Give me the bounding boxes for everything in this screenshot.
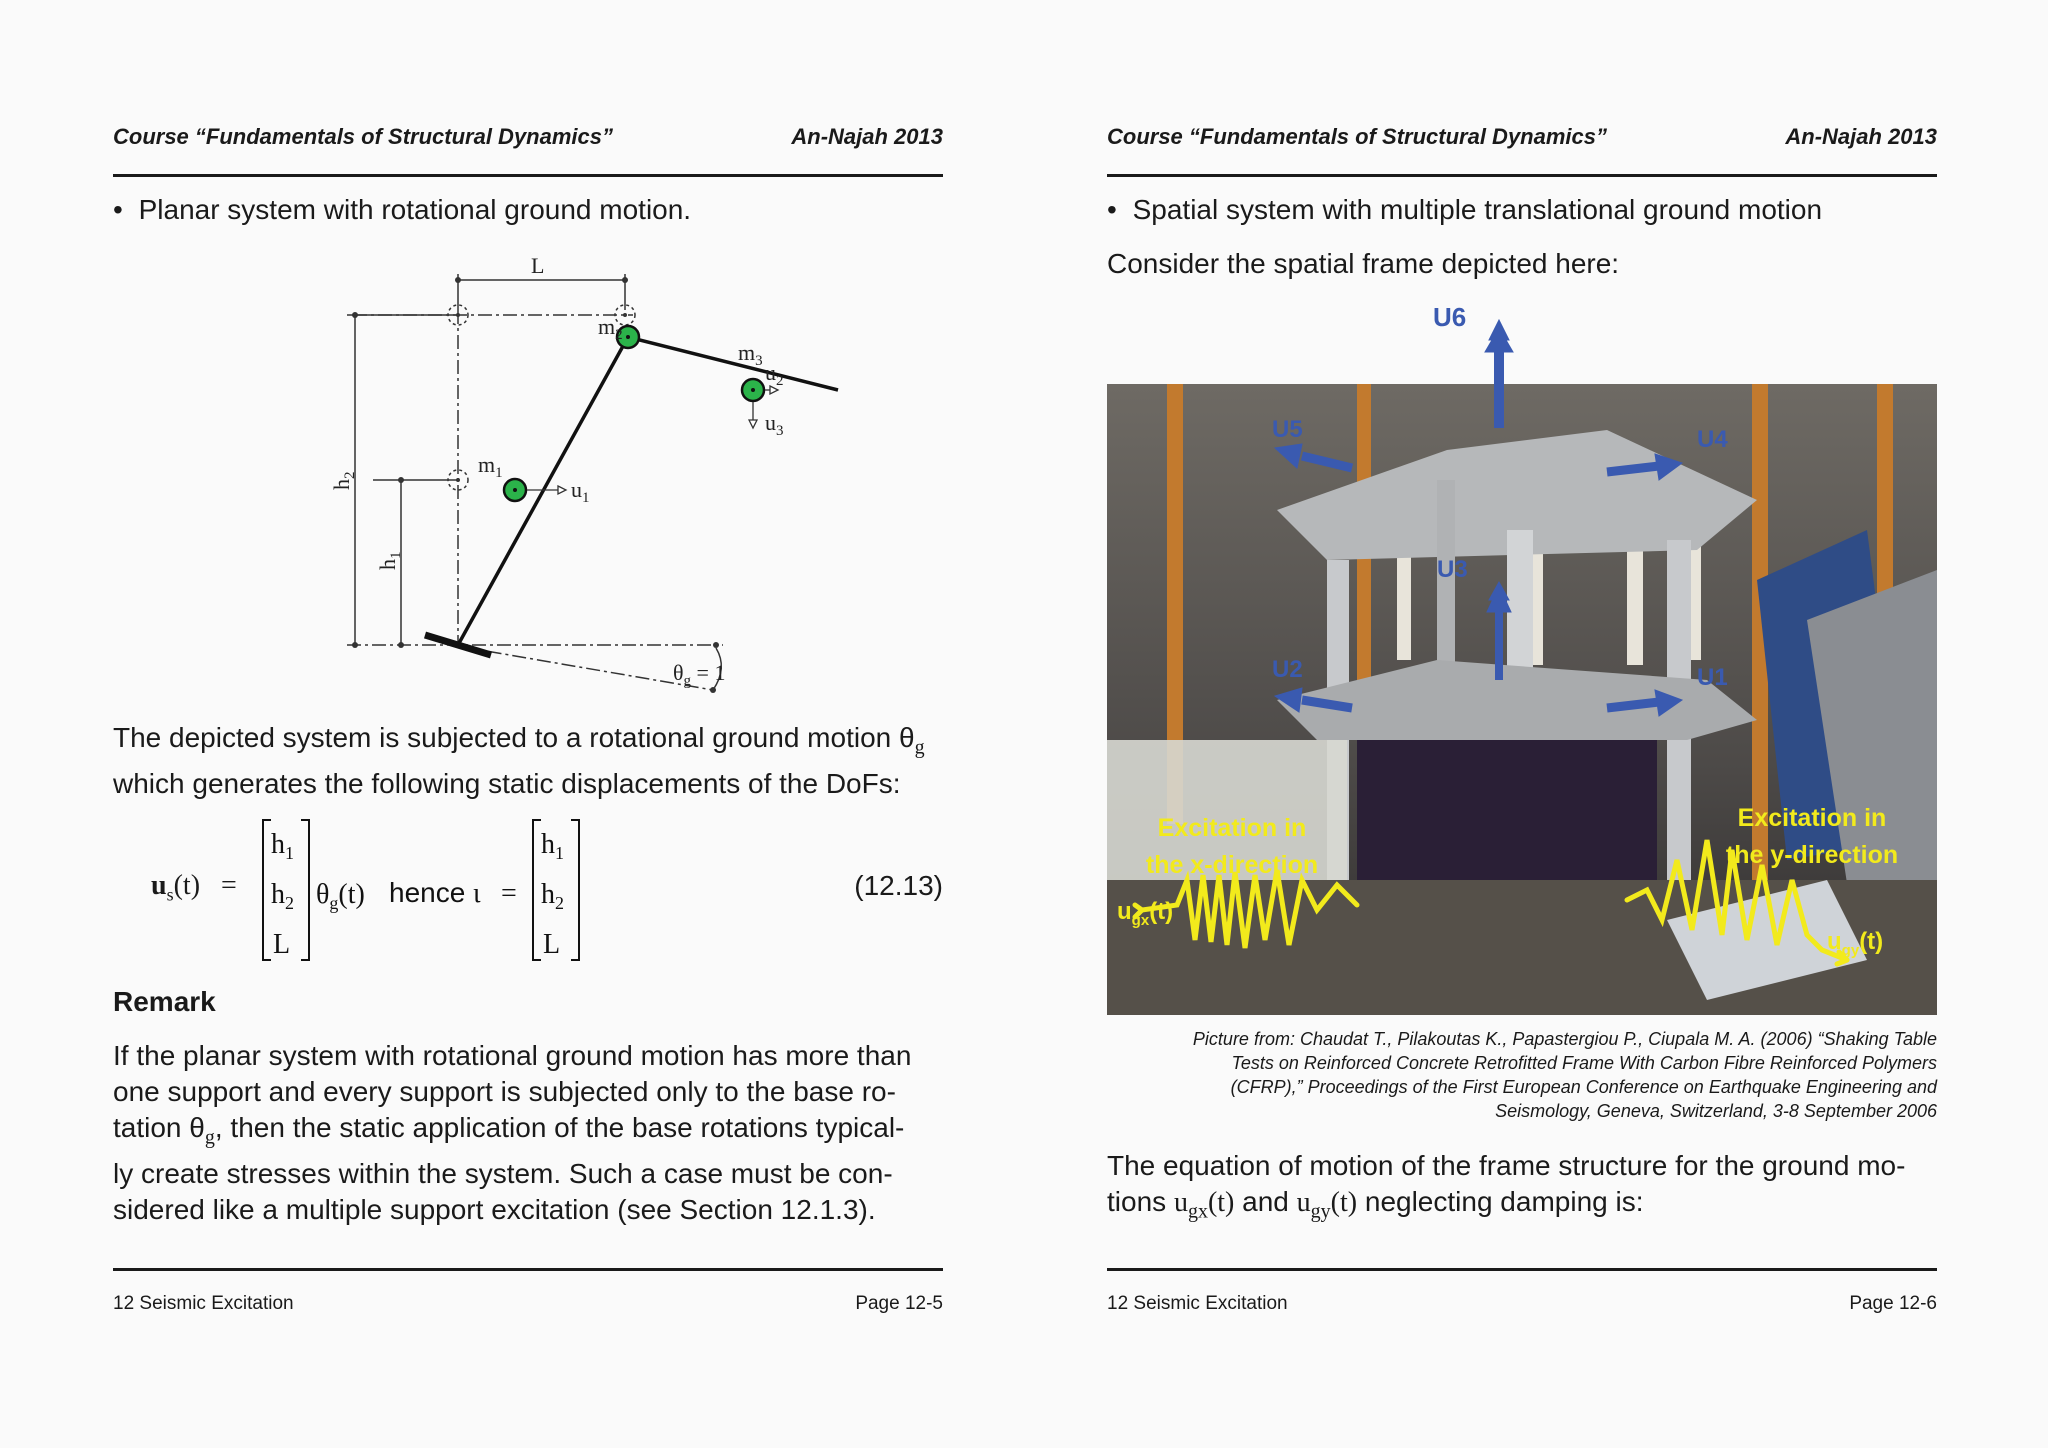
label-u2: u bbox=[765, 360, 776, 385]
svg-text:L: L bbox=[543, 929, 561, 960]
eq-u-bold: u bbox=[151, 870, 167, 901]
svg-text:=: = bbox=[501, 878, 517, 909]
bullet-item bbox=[113, 192, 691, 228]
equation-12-13: $u_s(t)$ = $h_1$ $h_2$ L $\theta_g(t)$ hence ι = $h_1$ $h_2$ L (12.13) bbox=[113, 818, 943, 963]
remark-line: one support and every support is subjected only to the base ro- bbox=[113, 1076, 896, 1107]
label-ugy: $u_{gy}(t)$ bbox=[1827, 928, 1884, 959]
svg-text:u3: $u_3$ bbox=[765, 410, 784, 439]
label-ugx: $u_{gx}(t)$ bbox=[1117, 898, 1174, 929]
label-h2: h bbox=[329, 479, 354, 490]
label-U6: U6 bbox=[1433, 302, 1467, 332]
label-u3: u bbox=[765, 410, 776, 435]
header-rule bbox=[1107, 174, 1937, 177]
para1-line2: which generates the following static displacements of the DoFs: bbox=[113, 767, 901, 799]
course-title: Course “Fundamentals of Structural Dynamics” bbox=[1107, 124, 1607, 149]
bullet-dot: • bbox=[113, 194, 123, 225]
label-excitation-y: Excitation in the y-direction bbox=[1725, 804, 1899, 869]
label-m2: m bbox=[598, 314, 616, 339]
equation-intro-paragraph: The equation of motion of the frame structure for the ground mo- tions $u_{gx}(t)$ and $u_{gy}(t)$ neglecting damping is: bbox=[1107, 1148, 1937, 1230]
label-theta: θ bbox=[673, 660, 684, 685]
svg-text:m2: $m_2$ bbox=[598, 314, 623, 343]
para-line1: The equation of motion of the frame structure for the ground mo- bbox=[1107, 1150, 1906, 1181]
label-U1: U1 bbox=[1697, 664, 1728, 691]
equation-number: (12.13) bbox=[854, 870, 943, 901]
label-L: L bbox=[531, 253, 545, 278]
label-m3: m bbox=[738, 340, 756, 365]
svg-text:h1: $h_1$ bbox=[375, 551, 404, 570]
label-U5: U5 bbox=[1272, 416, 1303, 443]
eq-matrix-1 bbox=[261, 818, 521, 963]
label-u1: u bbox=[571, 477, 582, 502]
bullet-item bbox=[1107, 192, 1822, 228]
footer-rule bbox=[1107, 1268, 1937, 1271]
svg-text:θg = 1: $\theta_g = 1$ bbox=[673, 660, 726, 689]
photo-caption bbox=[1107, 1027, 1937, 1123]
caption-line: Seismology, Geneva, Switzerland, 3-8 September 2006 bbox=[1495, 1101, 1937, 1121]
label-h1: h bbox=[375, 559, 400, 570]
svg-text:h2: $h_2$ bbox=[541, 879, 564, 913]
pendulum-diagram bbox=[329, 250, 784, 690]
bullet-text: Planar system with rotational ground motion. bbox=[138, 194, 692, 225]
left-page bbox=[113, 0, 943, 1448]
caption-line: (CFRP),” Proceedings of the First European Conference on Earthquake Engineering and bbox=[1230, 1077, 1937, 1097]
svg-text:u1: $u_1$ bbox=[571, 477, 590, 506]
svg-text:L: L bbox=[273, 929, 291, 960]
para1-sub: g bbox=[914, 736, 925, 759]
remark-line: tation θ bbox=[113, 1112, 205, 1143]
svg-text:h1: $h_1$ bbox=[541, 829, 564, 863]
svg-text:θg(t): $\theta_g(t)$ bbox=[316, 879, 365, 913]
remark-paragraph: If the planar system with rotational ground motion has more than one support and every support is subjected only to the base ro- tation $\theta_g$, then the static application of the base rotations typical- ly create stresses within the system. Such a case must be con- sidered like a multiple support excitation (see Section 12.1.3). bbox=[113, 1038, 943, 1228]
remark-line: ly create stresses within the system. Such a case must be con- bbox=[113, 1157, 893, 1189]
bullet-dot: • bbox=[1107, 194, 1117, 225]
footer-page-number: Page 12-6 bbox=[1849, 1293, 1937, 1314]
label-U4: U4 bbox=[1697, 426, 1728, 453]
header-rule bbox=[113, 174, 943, 177]
shaking-table-photo bbox=[1107, 320, 1937, 1015]
remark-title: Remark bbox=[113, 986, 216, 1017]
remark-line: If the planar system with rotational ground motion has more than bbox=[113, 1040, 912, 1071]
svg-text:h1: $h_1$ bbox=[271, 829, 294, 863]
label-U2: U2 bbox=[1272, 656, 1303, 683]
label-excitation-x: Excitation in the x-direction bbox=[1145, 814, 1319, 879]
right-page bbox=[1107, 0, 1937, 1448]
caption-line: Picture from: Chaudat T., Pilakoutas K., Papastergiou P., Ciupala M. A. (2006) “Shaking Table bbox=[1192, 1029, 1937, 1049]
footer-chapter: 12 Seismic Excitation bbox=[1107, 1293, 1288, 1314]
remark-line: sidered like a multiple support excitation (see Section 12.1.3). bbox=[113, 1193, 876, 1225]
eq-hence: hence bbox=[389, 877, 466, 908]
course-title: Course “Fundamentals of Structural Dynamics” bbox=[113, 124, 613, 149]
svg-text:h2: $h_2$ bbox=[329, 471, 358, 490]
svg-text:ι: ι bbox=[473, 878, 481, 909]
caption-line: Tests on Reinforced Concrete Retrofitted Frame With Carbon Fibre Reinforced Polymers bbox=[1231, 1053, 1937, 1073]
paragraph-rotation bbox=[113, 720, 943, 802]
footer-rule bbox=[113, 1268, 943, 1271]
svg-text:h2: $h_2$ bbox=[271, 879, 294, 913]
label-m1: m bbox=[478, 452, 496, 477]
label-U3: U3 bbox=[1437, 556, 1468, 583]
svg-text:u2: $u_2$ bbox=[765, 360, 784, 389]
svg-text:m1: $m_1$ bbox=[478, 452, 503, 481]
eq-matrix-2 bbox=[531, 818, 591, 963]
rod-m2-m3 bbox=[628, 337, 838, 390]
rod-base-m2 bbox=[458, 337, 628, 645]
footer-page-number: Page 12-5 bbox=[855, 1293, 943, 1314]
intro-text: Consider the spatial frame depicted here: bbox=[1107, 248, 1620, 279]
bullet-text: Spatial system with multiple translational ground motion bbox=[1132, 194, 1823, 225]
svg-text:m3: $m_3$ bbox=[738, 340, 763, 369]
edition: An-Najah 2013 bbox=[791, 124, 943, 149]
edition: An-Najah 2013 bbox=[1785, 124, 1937, 149]
para1-line1: The depicted system is subjected to a rotational ground motion θ bbox=[113, 722, 915, 753]
footer-chapter: 12 Seismic Excitation bbox=[113, 1293, 294, 1314]
